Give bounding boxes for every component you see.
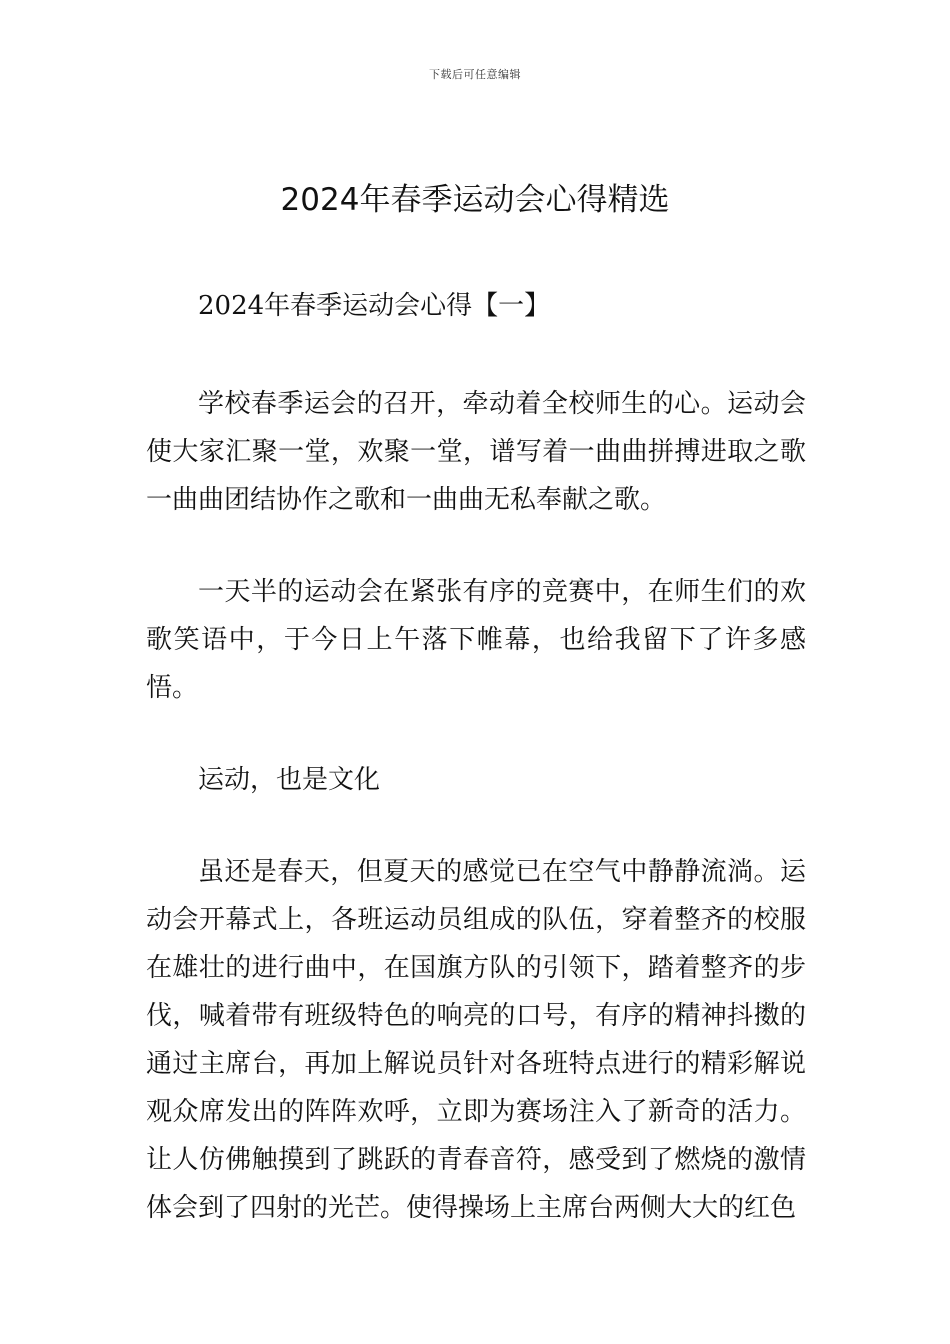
section-heading: 2024年春季运动会心得【一】 bbox=[198, 291, 551, 321]
paragraph: 一天半的运动会在紧张有序的竞赛中，在师生们的欢歌笑语中，于今日上午落下帷幕，也给我留下了许多感悟。 bbox=[146, 577, 806, 703]
header-note: 下载后可任意编辑 bbox=[429, 68, 521, 81]
paragraph: 学校春季运会的召开，牵动着全校师生的心。运动会使大家汇聚一堂，欢聚一堂，谱写着一曲曲拼搏进取之歌一曲曲团结协作之歌和一曲曲无私奉献之歌。 bbox=[146, 389, 806, 515]
subheading: 运动，也是文化 bbox=[198, 765, 381, 795]
paragraph: 虽还是春天，但夏天的感觉已在空气中静静流淌。运动会开幕式上，各班运动员组成的队伍，穿着整齐的校服在雄壮的进行曲中，在国旗方队的引领下，踏着整齐的步伐，喊着带有班级特色的响亮的口号，有序的精神抖擞的通过主席台，再加上解说员针对各班特点进行的精彩解说观众席发出的阵阵欢呼，立即为赛场注入了新奇的活力。让人仿佛触摸到了跳跃的青春音符，感受到了燃烧的激情体会到了四射的光芒。使得操场上主席台两侧大大的红色 bbox=[146, 857, 806, 1223]
document-body bbox=[146, 282, 806, 1232]
document-title: 2024年春季运动会心得精选 bbox=[280, 182, 670, 218]
